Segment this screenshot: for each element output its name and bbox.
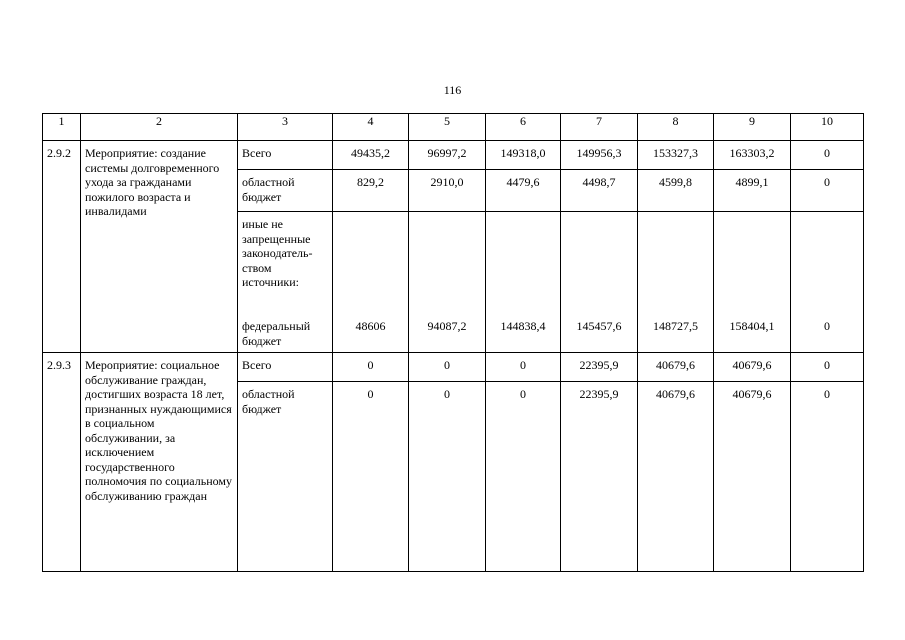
- value-cell: 4479,6: [486, 170, 561, 212]
- value-cell: 40679,6: [714, 382, 791, 572]
- value-text: 48606: [355, 318, 386, 333]
- col-header: 9: [714, 114, 791, 141]
- value-cell: 4899,1: [714, 170, 791, 212]
- value-cell: 40679,6: [638, 382, 714, 572]
- row-code: 2.9.3: [43, 353, 81, 572]
- value-cell: 0: [791, 141, 864, 170]
- value-cell: 0: [333, 382, 409, 572]
- table-row: [43, 353, 864, 382]
- funding-source-label: иные не запрещенные законодатель-ством источники:: [242, 217, 313, 289]
- value-cell: 149956,3: [561, 141, 638, 170]
- header-row: [43, 114, 864, 141]
- value-cell: 0: [333, 353, 409, 382]
- value-text: 0: [824, 318, 830, 333]
- value-cell: 40679,6: [638, 353, 714, 382]
- col-header: 5: [409, 114, 486, 141]
- value-cell: [409, 212, 486, 353]
- funding-source: областной бюджет: [238, 170, 333, 212]
- value-cell: 0: [791, 382, 864, 572]
- row-description: Мероприятие: социальное обслуживание граждан, достигших возраста 18 лет, признанных нуждающимися в социальном обслуживании, за исключением государственного полномочия по социальному обслуживанию граждан: [81, 353, 238, 572]
- value-text: 144838,4: [500, 318, 546, 333]
- value-cell: 149318,0: [486, 141, 561, 170]
- value-cell: 96997,2: [409, 141, 486, 170]
- value-cell: [333, 212, 409, 353]
- col-header: 7: [561, 114, 638, 141]
- funding-source-sub: федеральный бюджет: [242, 319, 311, 348]
- col-header: 1: [43, 114, 81, 141]
- value-cell: [561, 212, 638, 353]
- value-cell: 49435,2: [333, 141, 409, 170]
- value-text: 145457,6: [576, 318, 622, 333]
- value-text: 158404,1: [729, 318, 775, 333]
- value-cell: [638, 212, 714, 353]
- value-cell: 4599,8: [638, 170, 714, 212]
- funding-source: областной бюджет: [238, 382, 333, 572]
- row-code: 2.9.2: [43, 141, 81, 353]
- col-header: 10: [791, 114, 864, 141]
- budget-table: [42, 113, 864, 572]
- value-cell: 829,2: [333, 170, 409, 212]
- value-cell: 4498,7: [561, 170, 638, 212]
- table-row: [43, 141, 864, 170]
- page-number: 116: [443, 83, 462, 97]
- value-cell: 2910,0: [409, 170, 486, 212]
- value-cell: [791, 212, 864, 353]
- value-cell: 22395,9: [561, 382, 638, 572]
- value-cell: [486, 212, 561, 353]
- row-description: Мероприятие: создание системы долговременного ухода за гражданами пожилого возраста и инвалидами: [81, 141, 238, 353]
- value-cell: 0: [791, 353, 864, 382]
- value-cell: 0: [791, 170, 864, 212]
- value-cell: 40679,6: [714, 353, 791, 382]
- value-cell: 0: [409, 353, 486, 382]
- value-cell: 22395,9: [561, 353, 638, 382]
- value-text: 148727,5: [653, 318, 698, 333]
- value-cell: 163303,2: [714, 141, 791, 170]
- value-cell: [714, 212, 791, 353]
- col-header: 4: [333, 114, 409, 141]
- value-cell: 0: [409, 382, 486, 572]
- value-cell: 153327,3: [638, 141, 714, 170]
- col-header: 8: [638, 114, 714, 141]
- value-text: 94087,2: [427, 318, 467, 333]
- col-header: 6: [486, 114, 561, 141]
- funding-source: Всего: [238, 353, 333, 382]
- col-header: 3: [238, 114, 333, 141]
- funding-source: [238, 212, 333, 353]
- funding-source: Всего: [238, 141, 333, 170]
- value-cell: 0: [486, 382, 561, 572]
- col-header: 2: [81, 114, 238, 141]
- value-cell: 0: [486, 353, 561, 382]
